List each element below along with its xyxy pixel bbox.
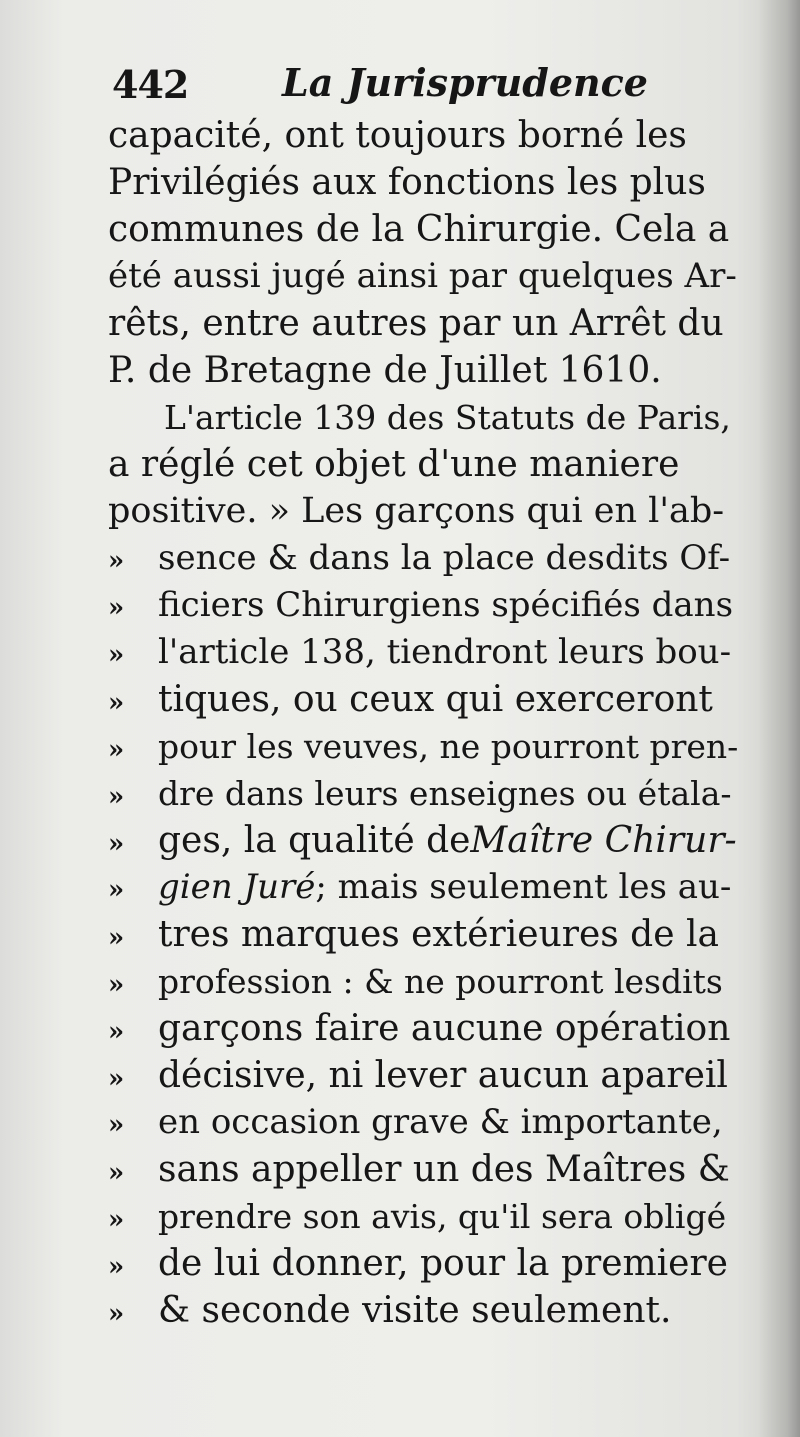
quotation-mark: » (108, 782, 125, 812)
text-segment: Privilégiés aux fonctions les plus (108, 162, 706, 203)
text-segment: L'article 139 des Statuts de Paris, (164, 398, 731, 437)
text-line (108, 864, 738, 911)
text-line (108, 300, 738, 347)
text-line (108, 676, 738, 723)
quotation-mark: » (108, 1205, 125, 1235)
text-line (108, 253, 738, 300)
text-segment: de lui donner, pour la premiere (158, 1243, 728, 1284)
text-line (108, 911, 738, 958)
text-line (108, 1146, 738, 1193)
text-segment: & seconde visite seulement. (158, 1290, 672, 1331)
text-line (108, 535, 738, 582)
text-segment: profession : & ne pourront lesdits (158, 962, 723, 1001)
text-segment: ges, la qualité de (158, 820, 471, 861)
text-line (108, 1099, 738, 1146)
text-line (108, 206, 738, 253)
quotation-mark: » (108, 1017, 125, 1047)
text-line (108, 394, 738, 441)
text-segment: P. de Bretagne de Juillet 1610. (108, 350, 662, 391)
page-header (112, 60, 672, 110)
text-line (108, 159, 738, 206)
text-segment: communes de la Chirurgie. Cela a (108, 209, 730, 250)
text-segment: l'article 138, tiendront leurs bou- (158, 632, 732, 672)
text-line (108, 817, 738, 864)
text-line (108, 723, 738, 770)
text-segment: rêts, entre autres par un Arrêt du (108, 303, 724, 344)
text-line (108, 441, 738, 488)
text-line (108, 347, 738, 394)
quotation-mark: » (108, 546, 125, 576)
text-line (108, 488, 738, 535)
text-segment: tiques, ou ceux qui exerceront (158, 679, 713, 720)
quotation-mark: » (108, 1158, 125, 1188)
text-line (108, 958, 738, 1005)
quotation-mark: » (108, 1110, 125, 1140)
quotation-mark: » (108, 875, 125, 905)
text-segment: sans appeller un des Maîtres & (158, 1149, 730, 1190)
page-number: 442 (112, 62, 189, 107)
text-segment: ; mais seulement les au- (315, 867, 732, 907)
text-segment: dre dans leurs enseignes ou étala- (158, 774, 732, 813)
text-segment: capacité, ont toujours borné les (108, 115, 687, 156)
quotation-mark: » (108, 1299, 125, 1329)
text-segment: sence & dans la place desdits Of- (158, 538, 731, 578)
quotation-mark: » (108, 1064, 125, 1094)
quotation-mark: » (108, 735, 125, 765)
text-segment: garçons faire aucune opération (158, 1008, 731, 1049)
text-segment: ficiers Chirurgiens spécifiés dans (158, 585, 734, 625)
body-text (108, 112, 738, 1334)
page-edge-shadow (758, 0, 800, 1437)
text-segment: été aussi jugé ainsi par quelques Ar- (108, 256, 737, 296)
text-line (108, 1193, 738, 1240)
text-segment: a réglé cet objet d'une maniere (108, 444, 680, 485)
text-line (108, 1005, 738, 1052)
text-line (108, 112, 738, 159)
text-segment: en occasion grave & importante, (158, 1102, 723, 1142)
text-segment: positive. » Les garçons qui en l'ab- (108, 491, 725, 531)
quotation-mark: » (108, 829, 125, 859)
quotation-mark: » (108, 923, 125, 953)
text-segment: décisive, ni lever aucun apareil (158, 1055, 728, 1096)
running-title: La Jurisprudence (282, 60, 648, 105)
quotation-mark: » (108, 1252, 125, 1282)
quotation-mark: » (108, 970, 125, 1000)
text-segment: tres marques extérieures de la (158, 914, 719, 955)
text-line (108, 1240, 738, 1287)
text-line (108, 770, 738, 817)
text-line (108, 629, 738, 676)
text-segment: Maître Chirur- (470, 820, 737, 861)
quotation-mark: » (108, 640, 125, 670)
text-line (108, 582, 738, 629)
text-segment: gien Juré (158, 867, 316, 907)
text-line (108, 1052, 738, 1099)
text-line (108, 1287, 738, 1334)
text-segment: prendre son avis, qu'il sera obligé (158, 1197, 727, 1236)
quotation-mark: » (108, 593, 125, 623)
quotation-mark: » (108, 688, 125, 718)
text-segment: pour les veuves, ne pourront pren- (158, 727, 739, 766)
